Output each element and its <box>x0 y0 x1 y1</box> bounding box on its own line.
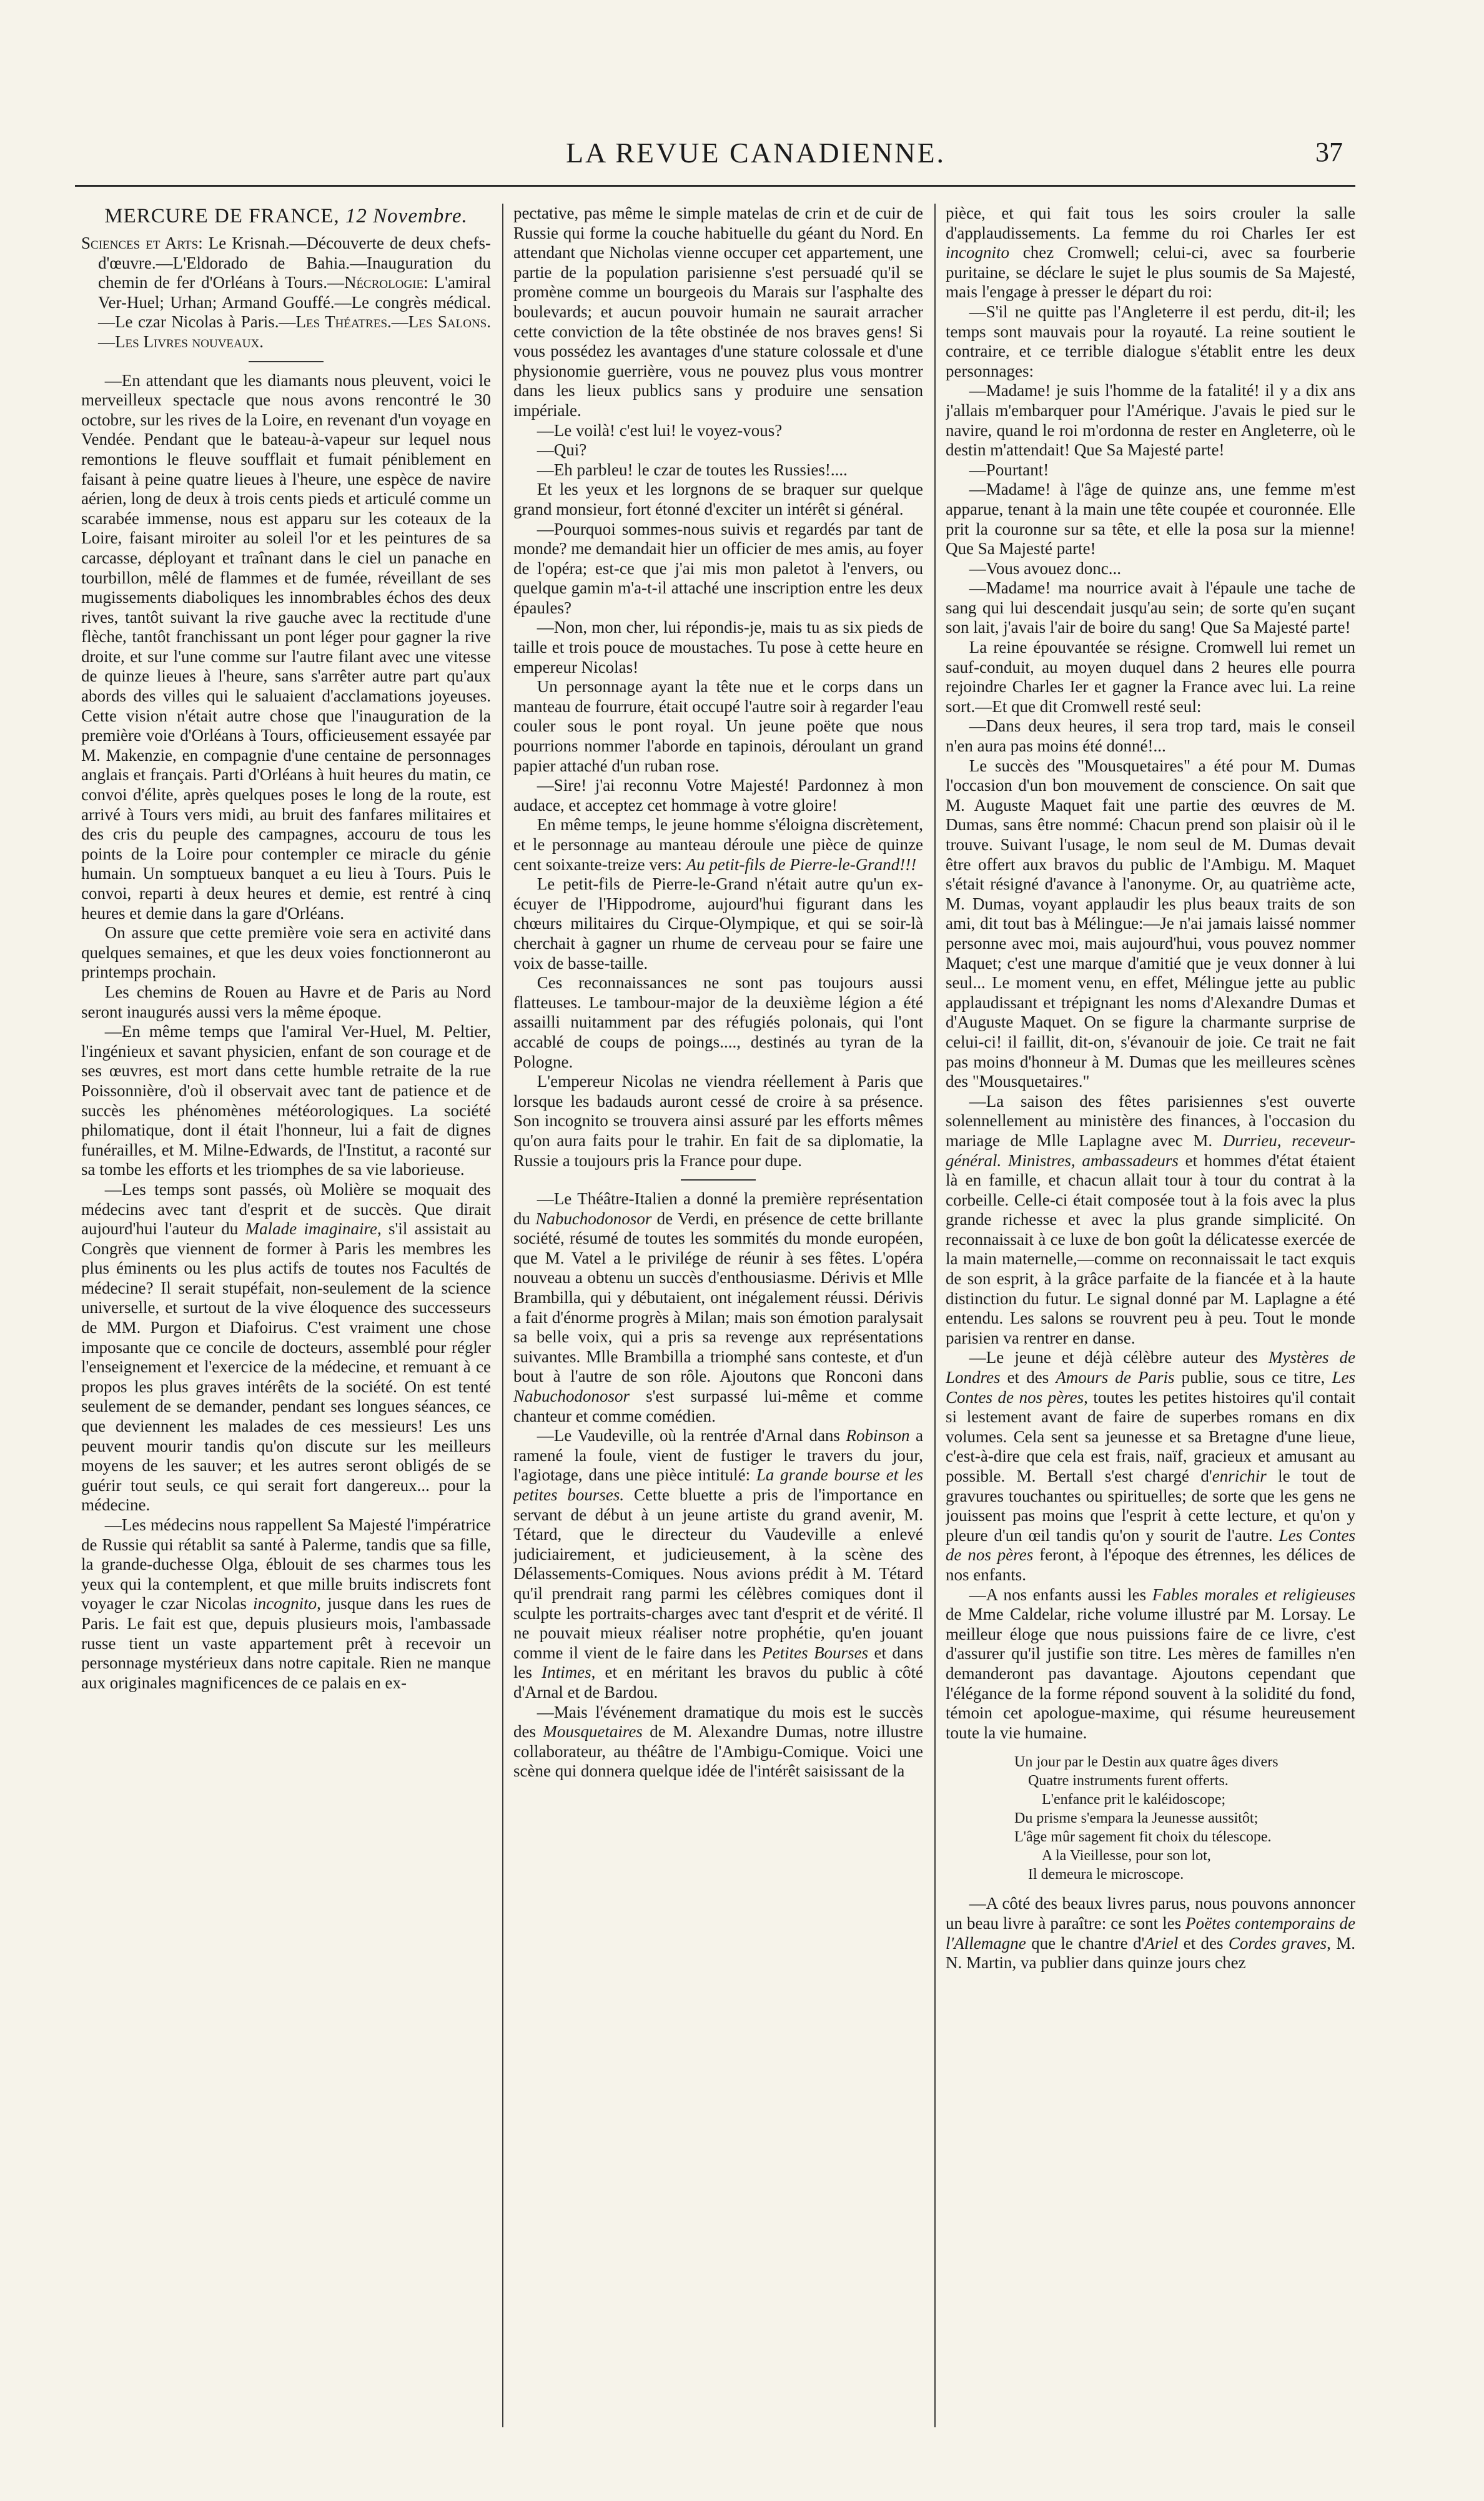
column-2 <box>513 204 923 2427</box>
paragraph: —S'il ne quitte pas l'Angleterre il est perdu, dit-il; les temps sont mauvais pour la royauté. La reine soutient le contraire, et ce terrible dialogue s'établit entre les deux personnages: <box>946 302 1355 380</box>
paragraph: —Madame! ma nourrice avait à l'épaule une tache de sang qui lui descendait jusqu'au sein; de sorte qu'en suçant son lait, j'avais l'air de boire du sang! Que Sa Majesté parte! <box>946 578 1355 637</box>
italic-title: Mystères de Londres <box>946 1348 1355 1387</box>
text-run: le tout de gravures touchantes ou spirituelles; de sorte que les gens ne jouissent pas moins que l'esprit à cette lecture, et qu'on y pleure d'un œil tandis qu'on y sourit de l'autre. <box>946 1467 1355 1545</box>
paragraph: —Pourtant! <box>969 460 1049 479</box>
italic-title: La grande bourse et les petites bourses. <box>513 1465 923 1504</box>
paragraph <box>513 1703 923 1781</box>
poem-line: L'âge mûr sagement fit choix du télescope. <box>1014 1829 1272 1846</box>
italic-title: Nabuchodonosor <box>535 1209 652 1228</box>
paragraph: —Sire! j'ai reconnu Votre Majesté! Pardonnez à mon audace, et acceptez cet hommage à votre gloire! <box>513 776 923 815</box>
italic-term: incognito <box>946 243 1009 262</box>
text-run: s'est surpassé lui-même et comme chanteur et comme comédien. <box>513 1387 923 1425</box>
text-run: et dans les <box>513 1643 923 1682</box>
italic-term: enrichir <box>1212 1467 1267 1485</box>
section-separator <box>681 1179 756 1181</box>
paragraph <box>946 1092 1355 1349</box>
paragraph <box>513 1189 923 1426</box>
page-number: 37 <box>1315 137 1343 167</box>
column-3 <box>946 204 1355 2427</box>
paragraph <box>946 1348 1355 1585</box>
italic-title: Mousquetaires <box>543 1722 643 1741</box>
text-run: publie, sous ce titre, <box>1174 1368 1332 1387</box>
poem-line: L'enfance prit le kaléidoscope; <box>1042 1791 1226 1808</box>
paragraph: —Madame! je suis l'homme de la fatalité! il y a dix ans j'allais m'embarquer pour l'Amérique. J'avais le pied sur le navire, quand le roi m'ordonna de rester en Angleterre, où le destin m'attendait! Que Sa Majesté parte! <box>946 381 1355 460</box>
section-separator <box>249 361 324 362</box>
header-rule <box>75 185 1355 187</box>
summary-label: Sciences et Arts: <box>81 234 203 252</box>
poem <box>1014 1753 1355 1884</box>
summary-paragraph <box>81 234 491 352</box>
text-run: , M. N. Martin, va publier dans quinze jours chez <box>946 1933 1355 1973</box>
paragraph: La reine épouvantée se résigne. Cromwell lui remet un sauf-conduit, au moyen duquel dans 2 heures elle pourra rejoindre Charles Ier et gagner la France avec lui. La reine sort.—Et que dit Cromwell resté seul: <box>946 638 1355 716</box>
poem-line: Il demeura le microscope. <box>1028 1866 1184 1883</box>
text-run: , toutes les petites histoires qu'il contait si lestement avant de faire de superbes romans en dix volumes. Cela sent sa jeunesse et sa Bretagne d'une lieue, c'est-à-dire que cela est frais, naïf, gracieux et amusant au possible. M. Bertall s'est chargé d' <box>946 1387 1355 1485</box>
text-run: et hommes d'état étaient là en famille, et chacun allait tour à tour du contrat à la corbeille. Celle-ci était composée tout à la fois avec la plus grande richesse et avec la plus grande simplicité. On reconnaissait à ce luxe de bon goût la délicatesse exercée de la main maternelle,—comme on reconnaissait le tact exquis de son esprit, à la grâce parfaite de la fiancée et à la haute distinction du futur. Le signal donné par M. Laplagne a été entendu. Les salons se rouvrent peu à peu. Tout le monde parisien va rentrer en danse. <box>946 1151 1355 1347</box>
italic-term: incognito <box>253 1594 317 1613</box>
poem-line: A la Vieillesse, pour son lot, <box>1042 1848 1211 1865</box>
paragraph: Le succès des "Mousquetaires" a été pour M. Dumas l'occasion d'un bon mouvement de conscience. On sait que M. Auguste Maquet fait une partie des œuvres de M. Dumas, sans être nommé: Chacun prend son plaisir où il le trouve. Suivant l'usage, le nom seul de M. Dumas devait être offert aux bravos du public de l'Ambigu. M. Maquet s'était résigné d'avance à l'anonyme. Or, au quatrième acte, M. Dumas, voyant applaudir les plus beaux traits de son ami, dit tout bas à Mélingue:—Je n'ai jamais laissé nommer personne avec moi, mais aujourd'hui, vous pouvez nommer Maquet; c'est une marque d'amitié que je veux donner à lui seul... Le moment venu, en effet, Mélingue jette au public applaudissant et trépignant les noms d'Alexandre Dumas et d'Auguste Maquet. On se figure la charmante surprise de celui-ci! il faillit, dit-on, s'évanouir de joie. Ce trait ne fait pas moins d'honneur à M. Dumas que les meilleures scènes des "Mousquetaires." <box>946 756 1355 1091</box>
paragraph: —En même temps que l'amiral Ver-Huel, M. Peltier, l'ingénieux et savant physicien, enfant de son courage et de ses œuvres, est mort dans cette humble retraite de la rue Poissonnière, d'où il observait avec tant de patience et de succès les phénomènes météorologiques. La société philomatique, dont il était l'honneur, lui a fait de dignes funérailles, et M. Milne-Edwards, de l'Institut, a raconté sur sa tombe les efforts et les triomphes de sa vie laborieuse. <box>81 1022 491 1179</box>
italic-title: Intimes <box>542 1663 591 1682</box>
italic-title: Les Contes de nos pères <box>946 1368 1355 1407</box>
summary-text: L'amiral Ver-Huel; Urhan; Armand Gouffé.—Le congrès médical.—Le czar Nicolas à Paris.— <box>98 273 491 332</box>
paragraph: —Non, mon cher, lui répondis-je, mais tu as six pieds de taille et trois pouce de moustaches. Tu pose à cette heure en empereur Nicolas! <box>513 618 923 676</box>
italic-title: Ariel <box>1144 1933 1179 1953</box>
text-run: —Mais l'événement dramatique du mois est le succès des <box>513 1702 923 1741</box>
paragraph: —En attendant que les diamants nous pleuvent, voici le merveilleux spectacle que nous avons rencontré le 30 octobre, sur les rives de la Loire, en revenant d'un voyage en Vendée. Pendant que le bateau-à-vapeur sur lequel nous remontions le fleuve soufflait et fumait péniblement en faisant à peine quatre lieues à l'heure, une espèce de navire aérien, long de deux à trois cents pieds et articulé comme un scarabée immense, nous est apparu sur les coteaux de la Loire, faisant miroiter au soleil l'or et les peintures de sa carcasse, déployant et traînant dans le ciel un panache en tourbillon, mêlé de flammes et de fumée, réveillant de ses mugissements diaboliques les innombrables échos des deux rives, tantôt suivant la rive gauche avec la rectitude d'une flèche, tantôt franchissant un pont léger pour gagner la rive droite, et sur l'une comme sur l'autre filant avec une vitesse de quinze lieues à l'heure, sans s'arrêter autre part qu'aux abords des villes qui le saluaient d'acclamations joyeuses. Cette vision n'était autre chose que l'inauguration de la première voie d'Orléans à Tours, officieusement essayée par M. Makenzie, en compagnie d'une centaine de personnages anglais et français. Parti d'Orléans à huit heures du matin, ce convoi d'élite, après quelques poses le long de la route, est arrivé à Tours vers midi, au bruit des fanfares militaires et des cris du peuple des campagnes, accouru de tous les points de la Loire pour contempler ce miracle du génie humain. Un somptueux banquet a eu lieu à Tours. Puis le convoi, reparti à deux heures et demie, est rentré à cinq heures et demie dans la gare d'Orléans. <box>81 370 491 923</box>
text-run: de M. Alexandre Dumas, notre illustre collaborateur, au théâtre de l'Ambigu-Comique. Voici une scène qui donnera quelque idée de l'intérêt saisissant de la <box>513 1722 923 1781</box>
text-run: feront, à l'époque des étrennes, les délices de nos enfants. <box>946 1545 1355 1584</box>
column-rule-2 <box>934 204 936 2427</box>
text-run: —Le jeune et déjà célèbre auteur des <box>969 1348 1269 1367</box>
italic-title: Cordes graves <box>1228 1933 1327 1953</box>
paragraph: Ces reconnaissances ne sont pas toujours aussi flatteuses. Le tambour-major de la deuxième légion a été assailli nuitamment par des réfugiés polonais, qui l'ont accablé de coups de poings...., destinés au tyran de la Pologne. <box>513 973 923 1071</box>
column-1 <box>81 204 491 2427</box>
paragraph <box>513 815 923 874</box>
paragraph: —Vous avouez donc... <box>969 558 1122 578</box>
paragraph: —Madame! à l'âge de quinze ans, une femme m'est apparue, tenant à la main une tête coupée et couronnée. Elle prit la couronne sur sa tête, et elle la posa sur la mienne! Que Sa Majesté parte! <box>946 480 1355 558</box>
paragraph: Un personnage ayant la tête nue et le corps dans un manteau de fourrure, était occupé l'autre soir à regarder l'eau couler sous le pont royal. Un jeune poëte que nous pourrions nommer l'aborde en tapinois, déroulant un grand papier attaché d'un ruban rose. <box>513 677 923 775</box>
text-run: , jusque dans les rues de Paris. Le fait est que, depuis plusieurs mois, l'ambassade russe tient un vaste appartement prêt à recevoir un personnage mystérieux dans notre capitale. Rien ne manque aux originales magnificences de ce palais en ex- <box>81 1594 491 1692</box>
italic-run: Durrieu, receveur-général. Ministres, ambassadeurs <box>946 1131 1355 1170</box>
paragraph: —Qui? <box>537 440 587 460</box>
paragraph: L'empereur Nicolas ne viendra réellement à Paris que lorsque les badauds auront cessé de croire à sa présence. Son incognito se trouvera ainsi assuré par les efforts mêmes qu'on aura faits pour le trahir. En fait de sa diplomatie, la Russie a toujours pris la France pour dupe. <box>513 1072 923 1170</box>
text-run: de Verdi, en présence de cette brillante société, résumé de toutes les sommités du monde européen, que M. Vatel a le privilége de réunir à ses fêtes. L'opéra nouveau a obtenu un succès d'enthousiasme. Dérivis et Mlle Brambilla, qui y débutaient, ont inégalement réussi. Dérivis a fait d'énorme progrès à Milan; mais son émotion paralysait sa belle voix, qui a pris sa revenge aux représentations suivantes. Mlle Brambilla a triomphé sans conteste, et d'un bout à l'autre de son rôle. Ajoutons que Ronconi dans <box>513 1209 923 1386</box>
text-run: —A nos enfants aussi les <box>969 1585 1152 1604</box>
paragraph <box>946 1894 1355 1973</box>
text-run: En même temps, le jeune homme s'éloigna discrètement, et le personnage au manteau déroule une pièce de quinze cent soixante-treize vers: <box>513 815 923 874</box>
italic-title: Amours de Paris <box>1056 1368 1175 1387</box>
text-run: pièce, et qui fait tous les soirs crouler la salle d'applaudissements. La femme du roi Charles Ier est <box>946 204 1355 242</box>
paragraph: Et les yeux et les lorgnons de se braquer sur quelque grand monsieur, fort étonné d'exciter un intérêt si général. <box>513 480 923 518</box>
poem-line: Un jour par le Destin aux quatre âges divers <box>1014 1754 1279 1771</box>
italic-title: Au petit-fils de Pierre-le-Grand!!! <box>686 854 917 874</box>
text-run: de Mme Caldelar, riche volume illustré par M. Lorsay. Le meilleur éloge que nous puissions faire de ce livre, c'est d'assurer qu'il justifie son titre. Les mères de familles n'en demanderont pas davantage. Ajoutons cependant que l'élégance de la forme répond souvent à la solidité du fond, témoin cet apologue-maxime, qui résume heureusement toute la vie humaine. <box>946 1605 1355 1742</box>
summary-label: Les Théatres.—Les Salons.—Les Livres nouveaux. <box>98 312 491 351</box>
summary-label: Nécrologie: <box>344 273 428 292</box>
italic-title: Poëtes contemporains de l'Allemagne <box>946 1913 1355 1953</box>
italic-title: Robinson <box>846 1426 910 1445</box>
text-run: et des <box>1000 1368 1056 1387</box>
text-run: —Le Vaudeville, où la rentrée d'Arnal dans <box>537 1426 846 1445</box>
text-run: chez Cromwell; celui-ci, avec sa fourberie puritaine, se déclare le sujet le plus soumis de Sa Majesté, mais l'engage à presser le départ du roi: <box>946 243 1355 302</box>
paragraph: —Le voilà! c'est lui! le voyez-vous? <box>537 420 783 440</box>
text-run: , et en méritant les bravos du public à côté d'Arnal et de Bardou. <box>513 1663 923 1701</box>
paragraph <box>513 1426 923 1702</box>
text-run: que le chantre d' <box>1026 1933 1145 1953</box>
text-run: , s'il assistait au Congrès que viennent de former à Paris les membres les plus éminents ou les plus actifs de toutes nos Facultés de médecine? Il serait stupéfait, non-seulement de la science universelle, et surtout de la vive éloquence des successeurs de MM. Purgon et Diafoirus. C'est vraiment une chose imposante que ce concile de docteurs, assemblé pour régler l'enseignement et l'exercice de la médecine, et remuant à ce propos les plus graves intérêts de la société. On est tenté seulement de se demander, pendant ses longues séances, ce que deviennent les malades de ces messieurs! Les uns peuvent mourir tandis qu'on discute sur les meilleurs moyens de les sauver; et les autres seront obligés de se guérir tout seuls, ce qui serait fort dangereux... pour la médecine. <box>81 1219 491 1515</box>
text-run: —La saison des fêtes parisiennes s'est ouverte solennellement au ministère des finances, à l'occasion du mariage de Mlle Laplagne avec M. <box>946 1091 1355 1150</box>
text-run: et des <box>1178 1933 1229 1953</box>
column-rule-1 <box>502 204 503 2427</box>
paragraph <box>81 1180 491 1515</box>
italic-title: Petites Bourses <box>762 1643 869 1662</box>
paragraph: pectative, pas même le simple matelas de crin et de cuir de Russie qui forme la couche habituelle du géant du Nord. En attendant que Nicholas vienne occuper cet appartement, une partie de la population parisienne s'est persuadé qu'il se promène comme un bourgeois du Marais sur l'asphalte des boulevards; et aucun pouvoir humain ne saurait arracher cette conviction de la tête obstinée de nos braves gens! Si vous possédez les avantages d'une stature colossale et d'une physionomie guerrière, vous ne pouvez plus vous montrer dans les lieux publics sans y produire une sensation impériale. <box>513 204 923 420</box>
paragraph: Le petit-fils de Pierre-le-Grand n'était autre qu'un ex-écuyer de l'Hippodrome, aujourd'hui figurant dans les chœurs militaires du Cirque-Olympique, et qui se soir-là cherchait à gagner un rhume de cerveau pour se faire une voix de basse-taille. <box>513 874 923 973</box>
text-run: Cette bluette a pris de l'importance en servant de début à un jeune artiste du grand avenir, M. Tétard, que le directeur du Vaudeville a enlevé judiciairement, et judicieusement, à la scène des Délassements-Comiques. Nous avions prédit à M. Tétard qu'il prendrait rang parmi les célèbres comiques dont il sculpte les portraits-charges avec tant d'esprit et de vérité. Il ne pouvait mieux réaliser notre prophétie, qu'en jouant comme il vient de le faire dans les <box>513 1485 923 1662</box>
summary-text: Le Krisnah.—Découverte de deux chefs-d'œuvre.—L'Eldorado de Bahia.—Inauguration du chemin de fer d'Orléans à Tours.— <box>98 234 491 292</box>
section-title-text: MERCURE DE FRANCE, <box>104 205 340 227</box>
italic-title: Les Contes de nos pères <box>946 1525 1355 1565</box>
poem-line: Quatre instruments furent offerts. <box>1028 1773 1229 1790</box>
text-run: —Le Théâtre-Italien a donné la première représentation du <box>513 1189 923 1228</box>
paragraph <box>946 204 1355 302</box>
italic-title: Fables morales et religieuses <box>1152 1585 1355 1604</box>
paragraph <box>946 1585 1355 1743</box>
paragraph: —Pourquoi sommes-nous suivis et regardés par tant de monde? me demandait hier un officier de mes amis, au foyer de l'opéra; est-ce que j'ai mis mon paletot à l'envers, ou quelque gamin m'a-t-il attaché une inscription entre les deux épaules? <box>513 519 923 617</box>
paragraph: On assure que cette première voie sera en activité dans quelques semaines, et que les deux voies fonctionneront au printemps prochain. <box>81 923 491 982</box>
italic-title: Malade imaginaire <box>245 1219 377 1239</box>
running-head: LA REVUE CANADIENNE. <box>565 137 946 169</box>
section-title <box>81 204 491 229</box>
paragraph: —Eh parbleu! le czar de toutes les Russies!.... <box>537 460 848 479</box>
text-run: —A côté des beaux livres parus, nous pouvons annoncer un beau livre à paraître: ce sont les <box>946 1894 1355 1933</box>
poem-line: Du prisme s'empara la Jeunesse aussitôt; <box>1014 1810 1259 1827</box>
text-run: a ramené la foule, vient de fustiger le travers du jour, l'agiotage, dans une pièce intitulé: <box>513 1426 923 1485</box>
paragraph <box>81 1515 491 1693</box>
italic-title: Nabuchodonosor <box>513 1387 630 1406</box>
text-run: —Les médecins nous rappellent Sa Majesté l'impératrice de Russie qui rétablit sa santé à Palerme, tandis que sa fille, la grande-duchesse Olga, éblouit de ses charmes tous les yeux qui la contemplent, et que mille bruits indiscrets font voyager le czar Nicolas <box>81 1515 491 1613</box>
paragraph: —Dans deux heures, il sera trop tard, mais le conseil n'en aura pas moins été donné!... <box>946 716 1355 756</box>
section-date: 12 Novembre. <box>345 205 468 227</box>
text-run: —Les temps sont passés, où Molière se moquait des médecins avec tant d'esprit et de succès. Que dirait aujourd'hui l'auteur du <box>81 1179 491 1239</box>
paragraph: Les chemins de Rouen au Havre et de Paris au Nord seront inaugurés aussi vers la même époque. <box>81 982 491 1021</box>
